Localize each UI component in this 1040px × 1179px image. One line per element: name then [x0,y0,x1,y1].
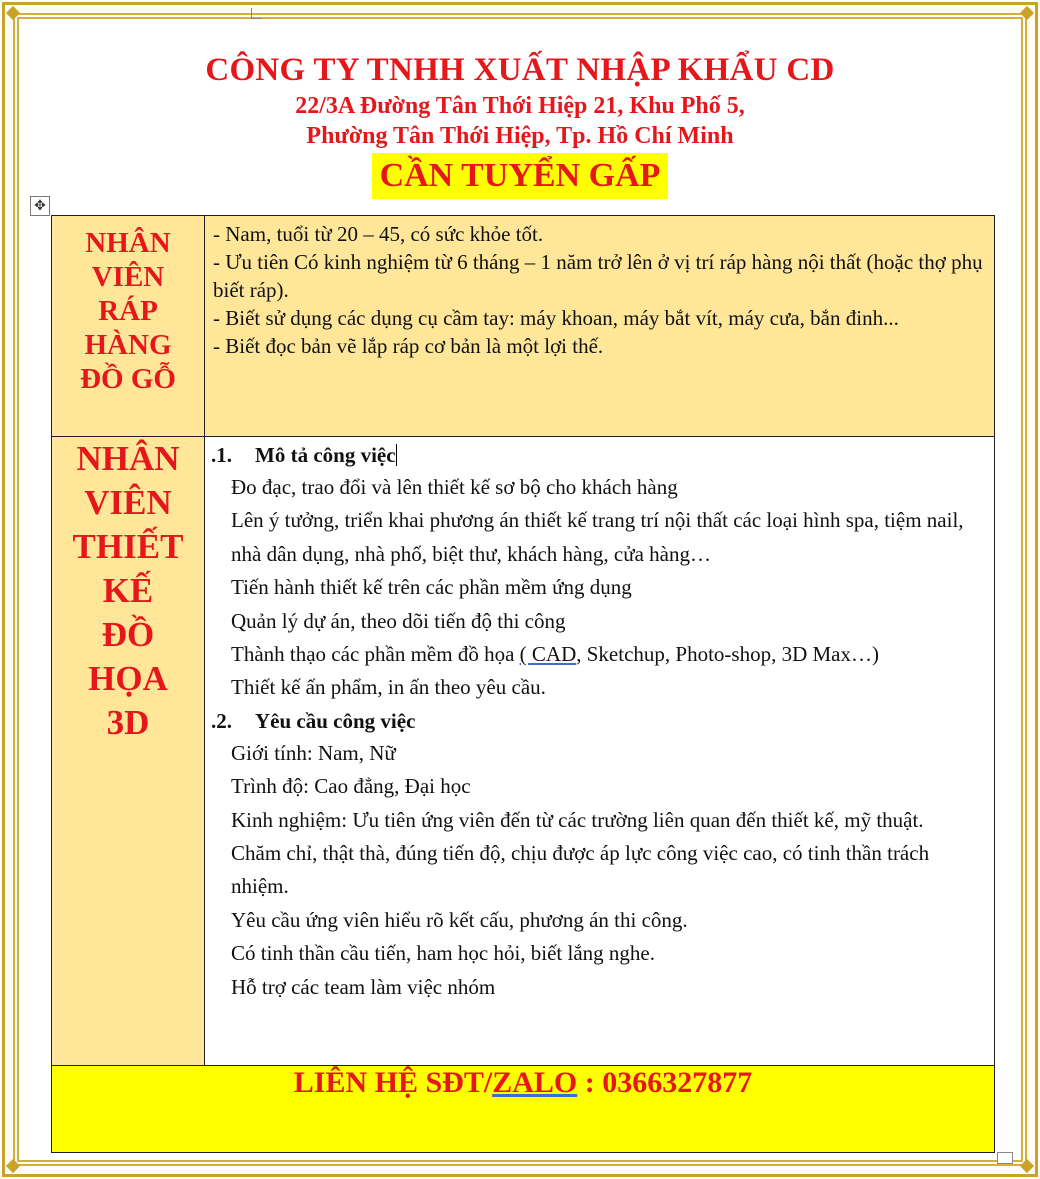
section-number: .2. [211,708,232,733]
title-line: HÀNG [84,329,172,361]
title-line: KẾ [102,571,154,610]
title-line: THIẾT [72,527,184,566]
urgent-hiring-title: CẦN TUYỂN GẤP [372,153,669,199]
table-move-handle-icon[interactable]: ✥ [30,196,50,216]
title-line: VIÊN [91,261,165,293]
list-item: Thiết kế ấn phẩm, in ấn theo yêu cầu. [231,675,546,700]
title-line: RÁP [98,295,158,327]
page-margin-marker [251,8,262,19]
text-cursor [396,444,397,466]
job-description-cell[interactable] [205,216,995,437]
title-line: ĐỒ GỖ [80,363,176,395]
list-item: Hỗ trợ các team làm việc nhóm [231,974,496,999]
title-line: NHÂN [76,439,180,478]
job-table [51,215,995,1153]
list-item: Quản lý dự án, theo dõi tiến độ thi công [231,608,566,633]
list-item-software [211,638,994,671]
table-row [52,437,995,1066]
table-resize-handle[interactable] [997,1152,1013,1164]
section-title: Yêu cầu công việc [255,708,416,733]
requirement-item: - Ưu tiên Có kinh nghiệm từ 6 tháng – 1 năm trở lên ở vị trí ráp hàng nội thất (hoặc thợ phụ biết ráp). [213,250,983,302]
address-line-2: Phường Tân Thới Hiệp, Tp. Hồ Chí Minh [306,123,734,149]
requirement-item: - Biết đọc bản vẽ lắp ráp cơ bản là một lợi thế. [213,334,604,358]
contact-prefix: LIÊN HỆ SĐT/ [293,1066,493,1099]
job-title-cell[interactable] [52,216,205,437]
contact-phone: : 0366327877 [577,1066,753,1099]
contact-info [294,1066,752,1099]
job-title-designer [52,437,204,745]
urgent-banner [0,153,1040,199]
section-heading-description [211,439,994,471]
section-number: .1. [211,443,232,467]
title-line: NHÂN [85,227,171,259]
contact-zalo: ZALO [492,1066,578,1099]
list-item: Kinh nghiệm: Ưu tiên ứng viên đến từ các trường liên quan đến thiết kế, mỹ thuật. [231,807,924,832]
title-line: VIÊN [84,483,172,522]
software-prefix: Thành thạo các phần mềm đồ họa [231,642,520,667]
list-item: Có tinh thần cầu tiến, ham học hỏi, biết lắng nghe. [231,941,655,966]
list-item: Giới tính: Nam, Nữ [231,740,396,765]
title-line: ĐỒ [101,615,155,654]
title-line: HỌA [88,659,168,698]
list-item: Đo đạc, trao đổi và lên thiết kế sơ bộ cho khách hàng [231,475,678,499]
list-item: Tiến hành thiết kế trên các phần mềm ứng dụng [231,575,632,600]
contact-cell[interactable] [52,1066,995,1153]
job-title-assembly [52,216,204,396]
job-title-cell[interactable] [52,437,205,1066]
requirement-item: - Biết sử dụng các dụng cụ cầm tay: máy khoan, máy bắt vít, máy cưa, bắn đinh... [213,306,899,330]
table-row [52,216,995,437]
list-item: Trình độ: Cao đẳng, Đại học [231,774,471,799]
section-heading-requirements [211,705,994,737]
software-cad: ( CAD [519,642,577,667]
list-item: Yêu cầu ứng viên hiểu rõ kết cấu, phương án thi công. [231,907,688,932]
software-rest: , Sketchup, Photo-shop, 3D Max…) [576,642,879,667]
section-title: Mô tả công việc [255,443,396,467]
address-line-1: 22/3A Đường Tân Thới Hiệp 21, Khu Phố 5, [295,93,745,119]
requirement-item: - Nam, tuổi từ 20 – 45, có sức khỏe tốt. [213,222,544,246]
list-item: Lên ý tưởng, triển khai phương án thiết kế trang trí nội thất các loại hình spa, tiệm nail, nhà dân dụng, nhà phố, biệt thư, khách hàng, cửa hàng… [231,508,964,566]
job-description-cell[interactable] [205,437,995,1066]
table-row [52,1066,995,1153]
list-item: Chăm chỉ, thật thà, đúng tiến độ, chịu được áp lực công việc cao, có tinh thần trách nhiệm. [231,841,930,899]
title-line: 3D [106,703,150,742]
company-name: CÔNG TY TNHH XUẤT NHẬP KHẨU CD [205,52,835,88]
